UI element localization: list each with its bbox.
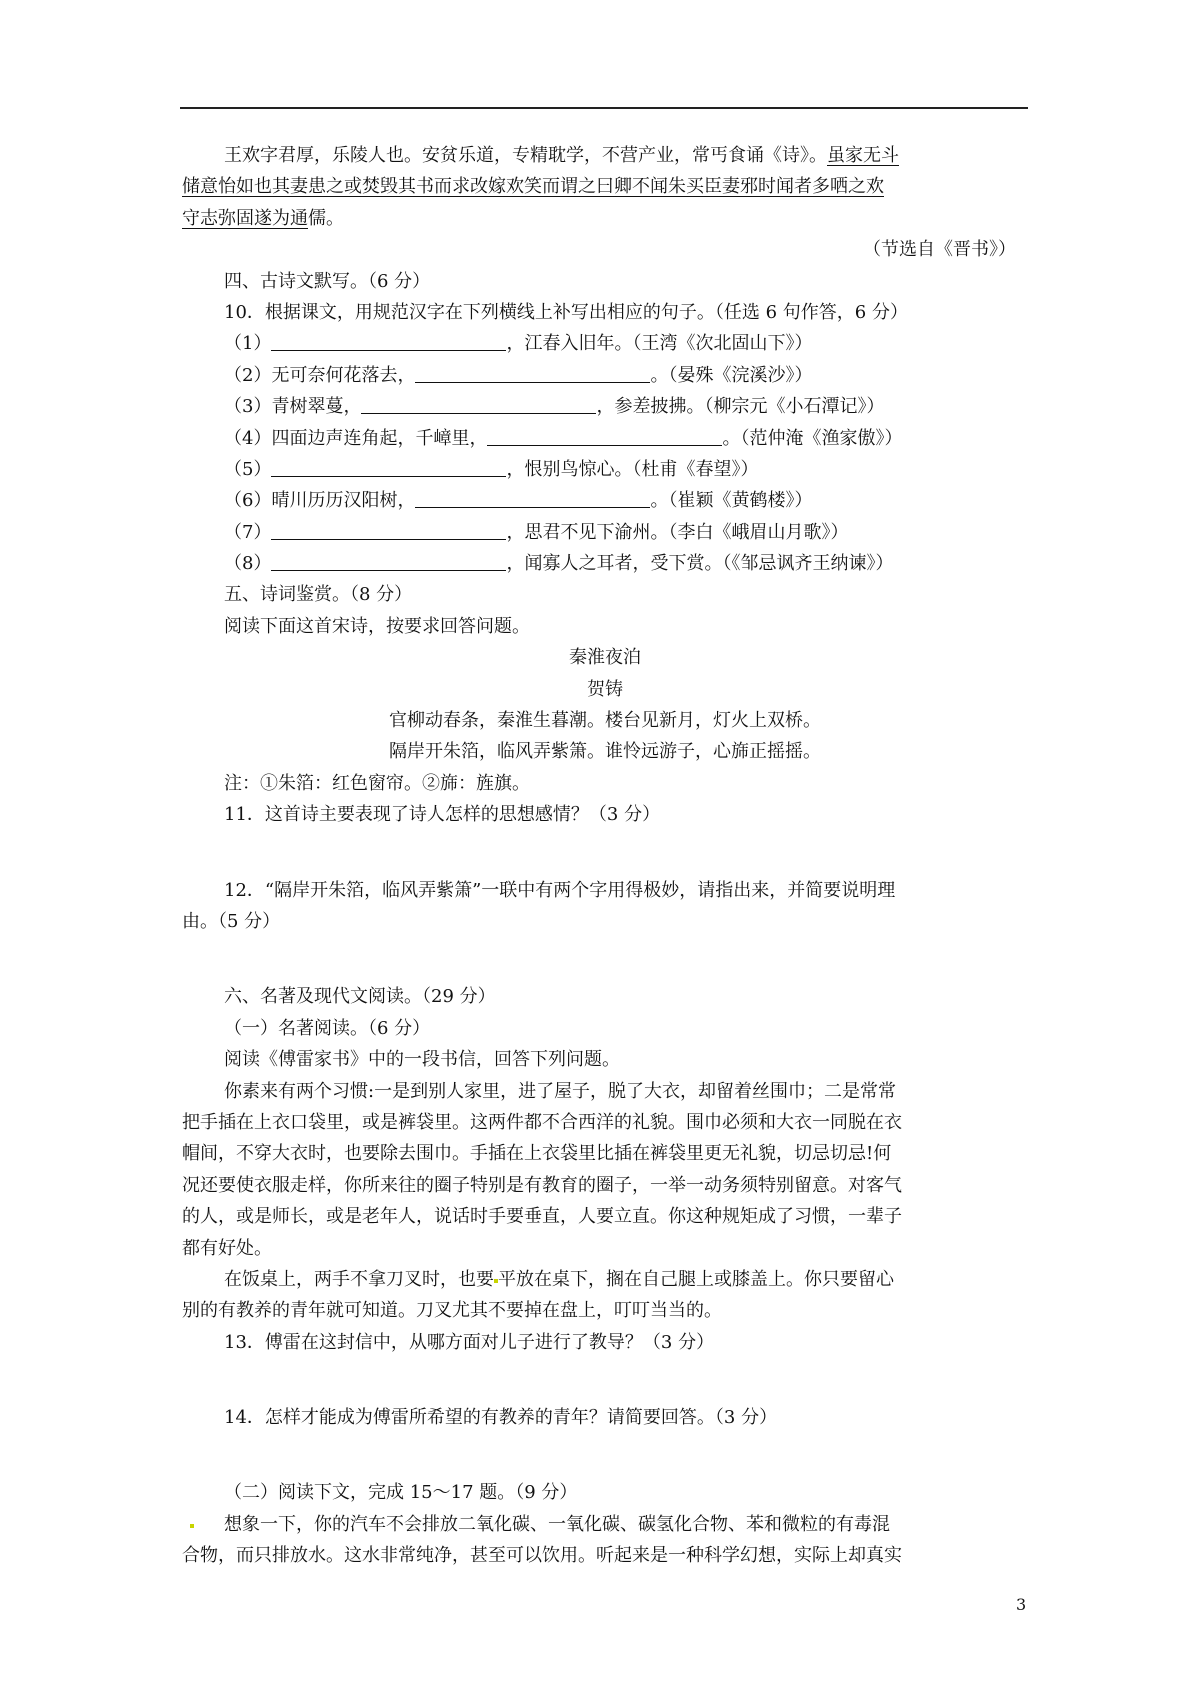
header-rule [180,107,1028,109]
item-text: 。（范仲淹《渔家傲》） [722,427,903,449]
passage-line-3 [182,203,1028,234]
item-number: （2） [224,364,272,386]
article-line-1 [182,1509,1028,1540]
fill-item-3 [182,391,1028,422]
answer-blank[interactable] [271,454,506,477]
item-number: （1） [224,333,272,355]
underlined-passage-text: 储意怡如也其妻患之或焚毁其书而求改嫁欢笑而谓之曰卿不闻朱买臣妻邪时闻者多哂之欢 [182,176,884,198]
item-number: （3） [224,396,272,418]
fill-item-8 [182,548,1028,579]
answer-blank[interactable] [271,328,506,351]
section-5-intro: 阅读下面这首宋诗，按要求回答问题。 [224,615,530,637]
item-text: ，江春入旧年。（王湾《次北固山下》） [506,333,813,355]
poem-line-2: 隔岸开朱箔，临风弄紫箫。谁怜远游子，心旆正摇摇。 [389,741,821,763]
question-13: 13．傅雷在这封信中，从哪方面对儿子进行了教导？（3 分） [224,1331,715,1353]
underlined-passage-text: 守志弥固遂为通 [182,207,308,229]
passage-text: 王欢字君厚，乐陵人也。安贫乐道，专精耽学，不营产业，常丐食诵《诗》。 [224,145,827,166]
poem-line-1: 官柳动春条，秦淮生暮潮。楼台见新月，灯火上双桥。 [389,710,821,732]
item-text: ，思君不见下渝州。（李白《峨眉山月歌》） [506,521,849,543]
letter-line: 的人，或是师长，或是老年人，说话时手要垂直，人要立直。你这种规矩成了习惯，一辈子 [182,1206,902,1228]
item-text: 晴川历历汉阳树， [271,490,416,512]
letter-line: 况还要使衣服走样，你所来往的圈子特别是有教育的圈子，一举一动务须特别留意。对客气 [182,1174,902,1196]
subsection-1-heading: （一）名著阅读。（6 分） [224,1017,431,1039]
answer-space [182,831,1028,875]
answer-space [182,1358,1028,1402]
item-text: 四面边声连角起，千嶂里， [271,427,488,449]
answer-blank[interactable] [415,360,650,383]
item-text: ，闻寡人之耳者，受下赏。（《邹忌讽齐王纳谏》） [506,553,894,575]
question-11: 11．这首诗主要表现了诗人怎样的思想感情？（3 分） [224,804,661,826]
fill-item-6 [182,485,1028,516]
section-5-heading: 五、诗词鉴赏。（8 分） [224,584,413,606]
section-4-heading: 四、古诗文默写。（6 分） [224,270,431,292]
item-text: 青树翠蔓， [271,396,362,418]
answer-blank[interactable] [361,391,596,414]
item-number: （5） [224,458,272,480]
item-text: ，恨别鸟惊心。（杜甫《春望》） [506,458,759,480]
letter-line: 别的有教养的青年就可知道。刀叉尤其不要掉在盘上，叮叮当当的。 [182,1300,722,1322]
article-line-2: 合物，而只排放水。这水非常纯净，甚至可以饮用。听起来是一种科学幻想，实际上却真实 [182,1545,902,1567]
passage-source: （节选自《晋书》） [863,239,1016,261]
item-text: 无可奈何花落去， [271,364,416,386]
poem-author: 贺铸 [587,678,623,700]
fill-item-1 [182,328,1028,359]
passage-text: 儒。 [308,207,344,229]
item-text: 。（晏殊《浣溪沙》） [650,364,813,386]
letter-line [182,1264,1028,1295]
item-number: （6） [224,490,272,512]
stray-mark [190,1524,194,1528]
letter-text: 平放在桌下，搁在自己腿上或膝盖上。你只要留心 [498,1268,894,1290]
item-number: （8） [224,553,272,575]
question-14: 14．怎样才能成为傅雷所希望的有教养的青年？请简要回答。（3 分） [224,1407,778,1429]
fill-item-4 [182,423,1028,454]
answer-blank[interactable] [487,423,722,446]
article-text: 想象一下，你的汽车不会排放二氧化碳、一氧化碳、碳氢化合物、苯和微粒的有毒混 [224,1513,890,1535]
section-6-heading: 六、名著及现代文阅读。（29 分） [224,986,496,1008]
poem-note: 注：①朱箔：红色窗帘。②旆：旌旗。 [224,772,530,794]
answer-blank[interactable] [271,548,506,571]
letter-text: 在饭桌上，两手不拿刀叉时，也要 [224,1268,494,1290]
subsection-2-heading: （二）阅读下文，完成 15～17 题。（9 分） [224,1482,578,1504]
passage-line-2 [182,171,1028,202]
page-content [182,140,1028,1572]
fill-item-2 [182,360,1028,391]
letter-line: 都有好处。 [182,1237,272,1259]
fill-item-7 [182,517,1028,548]
answer-space [182,937,1028,981]
passage-line-1 [182,140,1028,171]
letter-line: 把手插在上衣口袋里，或是裤袋里。这两件都不合西洋的礼貌。围巾必须和大衣一同脱在衣 [182,1111,902,1133]
letter-intro: 阅读《傅雷家书》中的一段书信，回答下列问题。 [224,1049,620,1071]
underlined-passage-text: 虽家无斗 [827,145,899,166]
question-12-line-1: 12．“隔岸开朱箔，临风弄紫箫”一联中有两个字用得极妙，请指出来，并简要说明理 [224,879,896,901]
page-number: 3 [1016,1595,1027,1614]
item-number: （4） [224,427,272,449]
answer-blank[interactable] [271,517,506,540]
item-text: 。（崔颖《黄鹤楼》） [650,490,813,512]
item-text: ，参差披拂。（柳宗元《小石潭记》） [596,396,885,418]
letter-line: 帽间，不穿大衣时，也要除去围巾。手插在上衣袋里比插在裤袋里更无礼貌，切忌切忌!何 [182,1143,892,1165]
poem-title: 秦淮夜泊 [569,647,641,669]
item-number: （7） [224,521,272,543]
fill-item-5 [182,454,1028,485]
answer-space [182,1433,1028,1477]
answer-blank[interactable] [415,485,650,508]
letter-line: 你素来有两个习惯:一是到别人家里，进了屋子，脱了大衣，却留着丝围巾；二是常常 [224,1080,897,1102]
question-10: 10．根据课文，用规范汉字在下列横线上补写出相应的句子。（任选 6 句作答，6 分） [224,301,908,323]
question-12-line-2: 由。（5 分） [182,910,281,932]
